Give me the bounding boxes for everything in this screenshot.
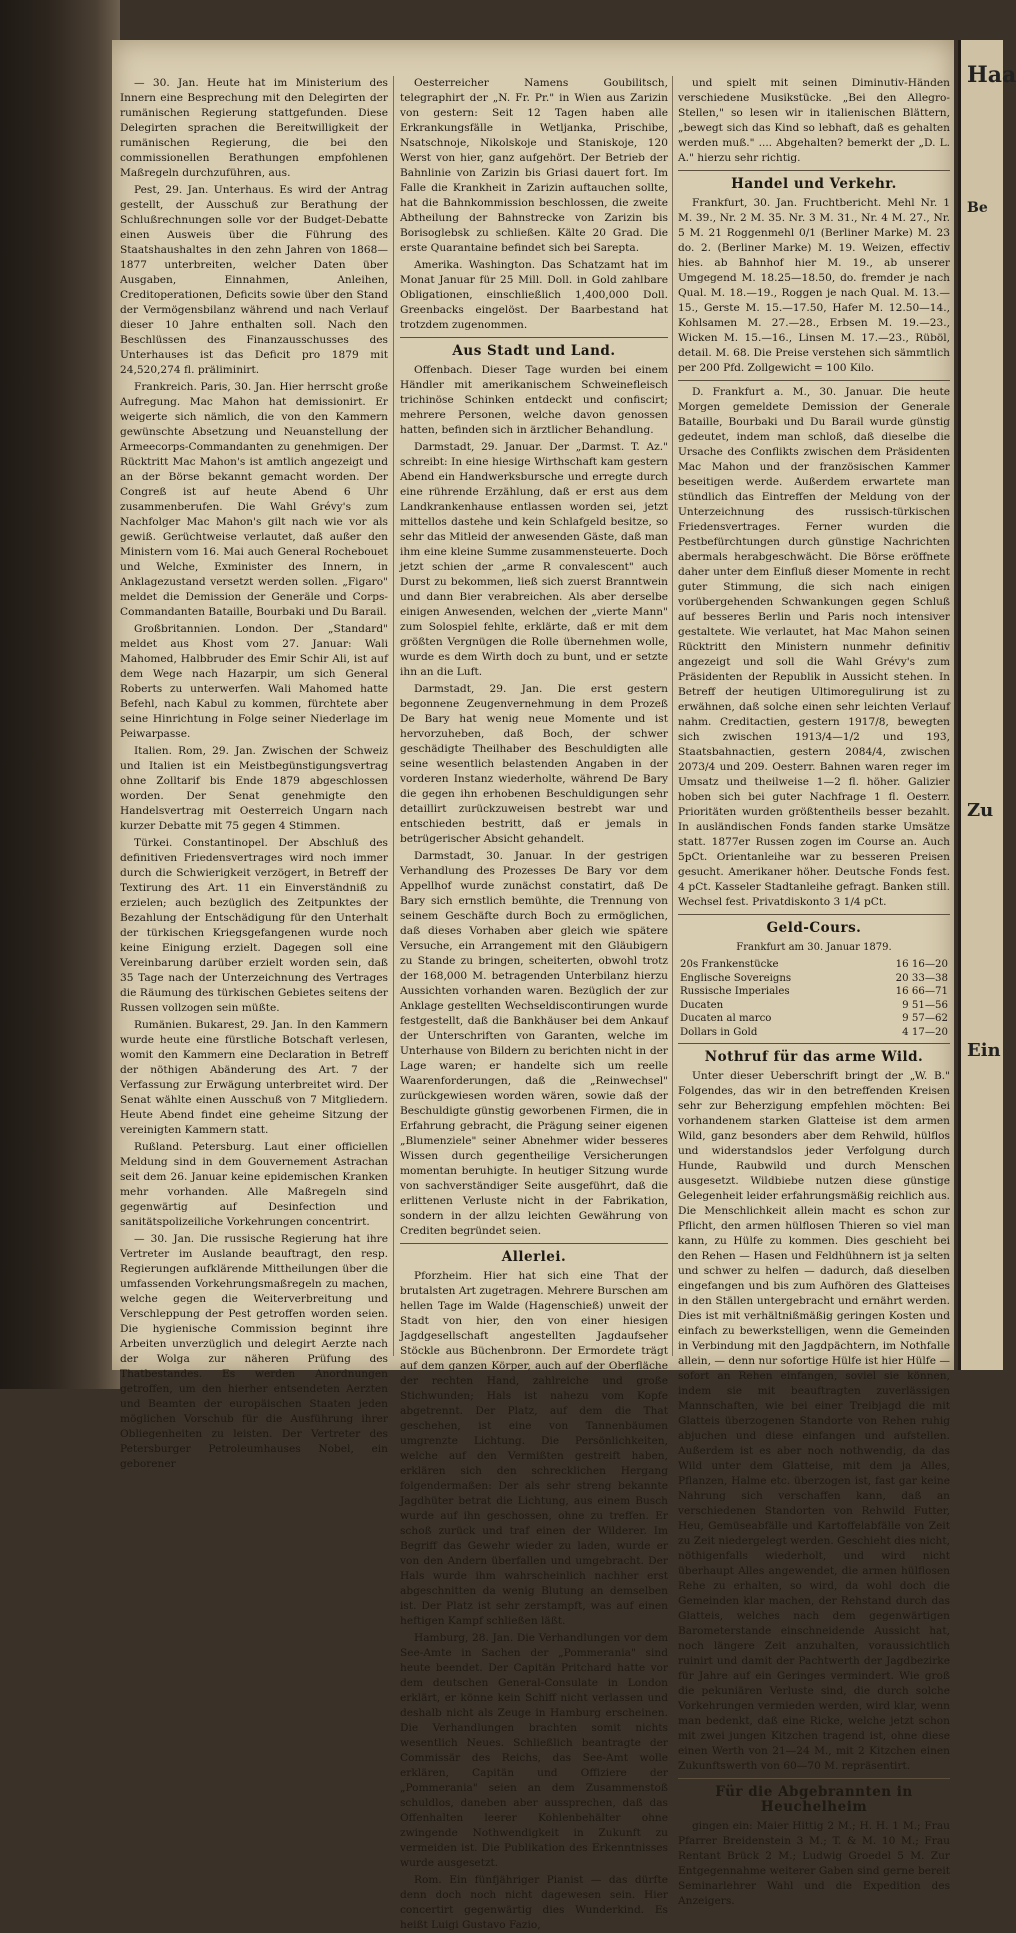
newspaper-page (112, 40, 954, 1931)
rate-row (678, 972, 950, 986)
article-text: — 30. Jan. Die russische Regierung hat ihre Vertreter im Auslande beauftragt, den resp. Regierungen aufklärende Mittheilungen über die umfassenden Vorkehrungsmaßregeln zu machen, welche gegen die Weiterverbreitung und Verschleppung der Pest getroffen worden seien. Die hygienische Commission beginnt ihre Arbeiten unverzüglich und delegirt Aerzte nach der Wolga zur näheren Prüfung des Thatbestandes. Es werden Anordnungen getroffen, um den hierher entsendeten Aerzten und Beamten der europäischen Staaten jeden möglichen Vorschub für die Ausführung ihrer Obliegenheiten zu leisten. Der Vertreter des Petersburger Petroleumhauses Nobel, ein geborener (120, 1233, 388, 1470)
rate-name: Dollars in Gold (680, 1026, 758, 1038)
rate-value: 9 51—56 (902, 999, 948, 1011)
rate-row (678, 985, 950, 999)
section-divider (678, 380, 950, 381)
section-heading: Geld-Cours. (766, 920, 862, 936)
article-text: Frankreich. Paris, 30. Jan. Hier herrscht große Aufregung. Mac Mahon hat demissionirt. Er weigerte sich nämlich, die von den Kammern gewünschte Absetzung und Neuanstellung der Armeecorps-Commandanten zu genehmigen. Der Rücktritt Mac Mahon's ist amtlich angezeigt und an der Börse bekannt gemacht worden. Der Congreß ist auf heute Abend 6 Uhr zusammenberufen. Die Wahl Grévy's zum Nachfolger Mac Mahon's gilt nach wie vor als gewiß. Gerüchtweise verlautet, daß außer den Ministern vom 16. Mai auch General Rochebouet und Welche, Exminister des Innern, in Anklagezustand versetzt werden sollen. „Figaro" meldet die Demission der Generäle und Corps-Commandanten Bataille, Bourbaki und Du Barail. (120, 381, 388, 618)
rate-row (678, 958, 950, 972)
article-text: und spielt mit seinen Diminutiv-Händen verschiedene Musikstücke. „Bei den Allegro-Stellen," so lesen wir in italienischen Blättern, „bewegt sich das Kind so lebhaft, daß es gehalten werden muß." .... Abgehalten? bemerkt der „D. L. A." hierzu sehr richtig. (678, 77, 950, 164)
rate-name: Russische Imperiales (680, 986, 790, 997)
article-text: Pforzheim. Hier hat sich eine That der brutalsten Art zugetragen. Mehrere Burschen am hellen Tage im Walde (Hagenschieß) unweit der Stadt von hier, den von einer hiesigen Jagdgesellschaft angestellten Jagdaufseher Stöckle aus Büchenbronn. Der Ermordete trägt auf dem ganzen Körper, auch auf der Oberfläche der rechten Hand, zahlreiche und große Stichwunden; Hals ist nahezu vom Kopfe abgetrennt. Der Platz, auf dem die That geschehen, ist eine von Tannenbäumen umgrenzte Lichtung. Die Persönlichkeiten, welche auf den Vermißten gestreift haben, erklären sich den schrecklichen Hergang folgendermaßen: Der als sehr streng bekannte Jagdhüter betrat die Lichtung, aus einem Busch wurde auf ihn geschossen, ohne zu treffen. Er schoß zurück und traf einen der Wilderer. Im Begriff das Gewehr wieder zu laden, wurde er von den Andern überfallen und umgebracht. Der Hals wurde ihm wahrscheinlich nachher erst abgeschnitten da wenig Blutung an demselben ist. Der Platz ist sehr zerstampft, was auf einen heftigen Kampf schließen läßt. (400, 1270, 668, 1627)
section-divider (400, 1243, 668, 1244)
column-3 (678, 76, 950, 1907)
article-text: Rußland. Petersburg. Laut einer officiellen Meldung sind in dem Gouvernement Astrachan seit dem 26. Januar keine epidemischen Kranken mehr vorhanden. Alle Maßregeln sind gegenwärtig auf Desinfection und sanitätspolizeiliche Vorkehrungen concentrirt. (120, 1141, 388, 1228)
column-rule (672, 76, 673, 1356)
article-text: Darmstadt, 29. Januar. Der „Darmst. T. Az." schreibt: In eine hiesige Wirthschaft kam gestern Abend ein Handwerksbursche und erregte durch eine rührende Erzählung, daß er erst aus dem Landkrankenhause entlassen worden sei, jetzt mittellos dastehe und kein Schlafgeld besitze, so sehr das Mitleid der anwesenden Gäste, daß man ihm eine kleine Summe zusammensteuerte. Doch jetzt schien der „arme R convalescent" auch Durst zu bekommen, ließ sich zuerst Branntwein und dann Bier verabreichen. Als aber derselbe einigen Anwesenden, welchen der „vierte Mann" zum Solospiel fehlte, erklärte, daß er mit dem größten Vergnügen die Rolle übernehmen wolle, wurde es dem Wirth doch zu bunt, und er setzte ihn an die Luft. (400, 441, 668, 678)
article-text: Großbritannien. London. Der „Standard" meldet aus Khost vom 27. Januar: Wali Mahomed, Halbbruder des Emir Schir Ali, ist auf dem Wege nach Hazarpir, um sich General Roberts zu unterwerfen. Wali Mahomed hatte Befehl, nach Kabul zu kommen, fürchtete aber seine Hinrichtung in Folge seiner Niederlage im Peiwarpasse. (120, 623, 388, 740)
adjacent-page-edge (958, 40, 1016, 1370)
rate-value: 4 17—20 (902, 1026, 948, 1038)
rate-name: Ducaten al marco (680, 1013, 772, 1024)
section-divider (400, 337, 668, 338)
article-text: Hamburg, 28. Jan. Die Verhandlungen vor dem See-Amte in Sachen der „Pommerania" sind heute beendet. Der Capitän Pritchard hatte vor dem deutschen General-Consulate in London erklärt, er könne kein Schiff nicht verlassen und deshalb nicht als Zeuge in Hamburg erscheinen. Die Verhandlungen brachten somit nichts wesentlich Neues. Schließlich beantragte der Commissär des Reichs, das See-Amt wolle erklären, Capitän und Offiziere der „Pommerania" seien an dem Zusammenstoß schuldlos, daneben aber aussprechen, daß das Offenhalten leerer Kohlenbehälter ohne zwingende Nothwendigkeit in Zukunft zu vermeiden ist. Die Publikation des Erkenntnisses wurde ausgesetzt. (400, 1632, 668, 1869)
column-1 (120, 76, 388, 1470)
section-divider (678, 1043, 950, 1044)
section-divider (678, 170, 950, 171)
rate-value: 9 57—62 (902, 1013, 948, 1024)
rate-row (678, 999, 950, 1013)
article-text: Pest, 29. Jan. Unterhaus. Es wird der Antrag gestellt, der Ausschuß zur Berathung der Schlußrechnungen solle vor der Budget-Debatte einen Ausweis über die Führung des Staatshaushaltes in den zehn Jahren von 1868—1877 unterbreiten, welcher Daten über Ausgaben, Einnahmen, Anleihen, Creditoperationen, Deficits sowie über den Stand der Vermögensbilanz während und nach Verlauf dieser 10 Jahre enthalten soll. Nach den Beschlüssen des Finanzausschusses des Unterhauses ist das Deficit pro 1879 mit 24,520,274 fl. präliminirt. (120, 184, 388, 376)
edge-text: Be (967, 200, 988, 216)
article-text: Unter dieser Ueberschrift bringt der „W. B." Folgendes, das wir in den betreffenden Kreisen sehr zur Beherzigung empfehlen möchten: Bei vorhandenem starken Glatteise ist dem armen Wild, ganz besonders aber dem Rehwild, hülflos und widerstandslos jeder Verfolgung durch Hunde, Raubwild und durch Menschen ausgesetzt. Wildbiebe nutzen diese günstige Gelegenheit leider erfahrungsmäßig reichlich aus. Die Menschlichkeit allein macht es schon zur Pflicht, den armen hülflosen Thieren so viel man kann, zu Hülfe zu kommen. Dies geschieht bei den Rehen — Hasen und Feldhühnern ist ja selten und schwer zu helfen — dadurch, daß dieselben eingefangen und bis zum Aufhören des Glatteises in den Ställen untergebracht und ernährt werden. Dies ist mit verhältnißmäßig geringen Kosten und einfach zu bewerkstelligen, wenn die Gemeinden in Verbindung mit den Jagdpächtern, im Nothfalle allein, — denn nur sofortige Hülfe ist hier Hülfe — sofort an Rehen einfangen, soviel sie können, indem sie mit beauftragten zuverlässigen Mannschaften, wie bei einer Treibjagd die mit Glatteis überzogenen Standorte von Rehen ruhig abjuchen und diese einfangen und aufstellen. Außerdem ist es aber noch nothwendig, da das Wild unter dem Glatteise, mit dem ja Alles, Pflanzen, Halme etc. überzogen ist, fast gar keine Nahrung sich verschaffen kann, daß an verschiedenen Standorten von Rehwild Futter, Heu, Gemüseabfälle und Kartoffelabfälle von Zeit zu Zeit niedergelegt werden. Geschieht dies nicht, nöthigenfalls wiederholt, und wird nicht überhaupt Alles angewendet, die armen hülflosen Rehe zu erhalten, so wird, da wohl doch die Gemeinden klar machen, der Rehstand durch das Glatteis, welches nach dem gegenwärtigen Barometerstande einschneidende Aussicht hat, noch längere Zeit anzuhalten, voraussichtlich ruinirt und damit der Pachtwerth der Jagdbezirke für Jahre auf ein Geringes vermindert. Wie groß die pekuniären Verluste sind, die durch solche Vorkehrungen vermieden werden, wird klar, wenn man bedenkt, daß eine Ricke, welche jetzt schon mit zwei jungen Kitzchen tragend ist, ohne diese einen Werth von 21—24 M., mit 2 Kitzchen einen Zukunftswerth von 60—70 M. repräsentirt. (678, 1070, 950, 1772)
section-heading: Allerlei. (501, 1249, 567, 1265)
article-text: Offenbach. Dieser Tage wurden bei einem Händler mit amerikanischem Schweinefleisch trichinöse Schinken entdeckt und confiscirt; mehrere Personen, welche davon genossen hatten, befinden sich in ärztlicher Behandlung. (400, 364, 668, 436)
article-text: Amerika. Washington. Das Schatzamt hat im Monat Januar für 25 Mill. Doll. in Gold zahlbare Obligationen, einschließlich 1,400,000 Doll. Greenbacks eingelöst. Der Baarbestand hat trotzdem zugenommen. (400, 259, 668, 331)
rate-name: Ducaten (680, 999, 724, 1011)
article-text: Frankfurt, 30. Jan. Fruchtbericht. Mehl Nr. 1 M. 39., Nr. 2 M. 35. Nr. 3 M. 31., Nr. 4 M. 27., Nr. 5 M. 21 Roggenmehl 0/1 (Berliner Marke) M. 23 do. 2. (Berliner Marke) M. 19. Weizen, effectiv hies. ab Bahnhof hier M. 19., ab unserer Umgegend M. 18.25—18.50, do. fremder je nach Qual. M. 18.—19., Roggen je nach Qual. M. 13.—15., Gerste M. 15.—17.50, Hafer M. 12.50—14., Kohlsamen M. 27.—28., Erbsen M. 19.—23., Wicken M. 15.—16., Linsen M. 17.—23., Rüböl, detail. M. 68. Die Preise verstehen sich sämmtlich per 200 Pfd. Zollgewicht = 100 Kilo. (678, 197, 950, 374)
book-spine (0, 0, 120, 1389)
rate-row (678, 1026, 950, 1040)
article-text: — 30. Jan. Heute hat im Ministerium des Innern eine Besprechung mit den Delegirten der rumänischen Regierung stattgefunden. Diese Delegirten sprachen die Bereitwilligkeit der rumänischen Regierung, die bei den commissionellen Berathungen empfohlenen Maßregeln durchzuführen, aus. (120, 77, 388, 179)
section-divider (678, 1778, 950, 1779)
section-divider (678, 914, 950, 915)
edge-text: Ein (967, 1040, 1001, 1061)
column-2 (400, 76, 668, 1931)
edge-text: Haa (967, 62, 1016, 88)
article-text: Italien. Rom, 29. Jan. Zwischen der Schweiz und Italien ist ein Meistbegünstigungsvertrag ohne Zolltarif bis Ende 1879 abgeschlossen worden. Der Senat genehmigte den Handelsvertrag mit Oesterreich Ungarn nach kurzer Debatte mit 75 gegen 4 Stimmen. (120, 745, 388, 832)
rate-name: Englische Sovereigns (680, 972, 792, 984)
rate-value: 16 16—20 (895, 959, 948, 970)
section-heading: Nothruf für das arme Wild. (704, 1049, 924, 1065)
rates-subtitle: Frankfurt am 30. Januar 1879. (736, 942, 892, 953)
rate-name: 20s Frankenstücke (680, 959, 779, 970)
article-text: Rumänien. Bukarest, 29. Jan. In den Kammern wurde heute eine fürstliche Botschaft verlesen, womit den Kammern eine Declaration in Betreff der nöthigen Abänderung des Art. 7 der Verfassung zur Erwägung unterbreitet wird. Der Senat wählte einen Ausschuß von 7 Mitgliedern. Heute Abend findet eine geheime Sitzung der vereinigten Kammern statt. (120, 1019, 388, 1136)
edge-text: Zu (967, 800, 994, 821)
column-rule (393, 76, 394, 1356)
article-text: Rom. Ein fünfjähriger Pianist — das dürfte denn doch noch nicht dagewesen sein. Hier concertirt gegenwärtig dies Wunderkind. Es heißt Luigi Gustavo Fazio, (400, 1874, 668, 1931)
rates-table (678, 958, 950, 1039)
article-text: gingen ein: Maier Hittig 2 M.; H. H. 1 M.; Frau Pfarrer Breidenstein 3 M.; T. & M. 10 M.; Frau Rentant Brück 2 M.; Ludwig Groedel 5 M. Zur Entgegennahme weiterer Gaben sind gerne bereit Seminarlehrer Wahl und die Expedition des Anzeigers. (678, 1820, 950, 1907)
article-text: Darmstadt, 29. Jan. Die erst gestern begonnene Zeugenvernehmung in dem Prozeß De Bary hat wenig neue Momente und ist hervorzuheben, daß Boch, der schwer geschädigte Theilhaber des Beschuldigten alle seine wesentlich belastenden Angaben in der vorderen Instanz wiederholte, während De Bary die gegen ihn erhobenen Beschuldigungen sehr detaillirt zurückzuweisen bestrebt war und entschieden bestritt, daß er jemals in betrügerischer Absicht gehandelt. (400, 683, 668, 845)
rate-row (678, 1012, 950, 1026)
article-text: Türkei. Constantinopel. Der Abschluß des definitiven Friedensvertrages wird noch immer durch die Schwierigkeit verzögert, in Betreff der Textirung des Art. 11 ein Einverständniß zu erzielen; auch bezüglich des Zeitpunktes der Bezahlung der Entschädigung für den Unterhalt der türkischen Kriegsgefangenen wurde noch keine Einigung erzielt. Dagegen soll eine Vereinbarung darüber erzielt worden sein, daß 35 Tage nach der Unterzeichnung des Vertrages die Räumung des türkischen Gebietes seitens der Russen vollzogen sein müßte. (120, 837, 388, 1014)
section-heading: Handel und Verkehr. (731, 176, 897, 192)
article-text: D. Frankfurt a. M., 30. Januar. Die heute Morgen gemeldete Demission der Generale Bataille, Bourbaki und Du Barail wurde günstig gedeutet, indem man schloß, daß dieselbe die Ursache des Conflikts zwischen dem Präsidenten Mac Mahon und der französischen Kammer beseitigen werde. Außerdem erwartete man stündlich das Eintreffen der Meldung von der Unterzeichnung des russisch-türkischen Friedensvertrages. Ferner wurden die Pestbefürchtungen durch günstige Nachrichten abermals herabgeschwächt. Die Börse eröffnete daher unter dem Einfluß dieser Momente in recht guter Stimmung, die sich nach einigen vorübergehenden Schwankungen gegen Schluß auf besseres Berlin und Paris noch intensiver gestaltete. Wie verlautet, hat Mac Mahon seinen Rücktritt den Ministern nunmehr definitiv angezeigt und soll die Wahl Grévy's zum Präsidenten der Republik in Aussicht stehen. In Betreff der heutigen Ultimoregulirung ist zu erwähnen, daß solche einen sehr leichten Verlauf nahm. Creditactien, gestern 1917/8, bewegten sich zwischen 1913/4—1/2 und 193, Staatsbahnactien, gestern 2084/4, zwischen 2073/4 und 209. Oesterr. Bahnen waren reger im Umsatz und theilweise 1—2 fl. höher. Galizier hoben sich bei guter Nachfrage 1 fl. Oesterr. Prioritäten wurden größtentheils besser bezahlt. In ausländischen Fonds fanden starke Umsätze statt. 1877er Russen zogen im Course an. Auch 5pCt. Orientanleihe war zu besseren Preisen gesucht. Amerikaner höher. Deutsche Fonds fest. 4 pCt. Kasseler Stadtanleihe gefragt. Banken still. Wechsel fest. Privatdiskonto 3 1/4 pCt. (678, 386, 950, 908)
section-heading: Aus Stadt und Land. (452, 343, 616, 359)
section-heading: Für die Abgebrannten in Heuchelheim (715, 1784, 913, 1815)
rate-value: 16 66—71 (895, 986, 948, 997)
rate-value: 20 33—38 (895, 972, 948, 984)
article-text: Oesterreicher Namens Goubilitsch, telegraphirt der „N. Fr. Pr." in Wien aus Zarizin von gestern: Seit 12 Tagen haben alle Erkrankungsfälle in Wetljanka, Prischibe, Nsatschnoje, Nikolskoje und Staniskoje, 120 Werst von hier, ganz aufgehört. Der Betrieb der Bahnlinie von Zarizin bis Griasi dauert fort. Im Falle die Krankheit in Zarizin auftauchen sollte, hat die Bahnkommission beschlossen, die zweite Abtheilung der Bahnstrecke von Zarizin bis Borisoglebsk zu schließen. Kälte 20 Grad. Die erste Quarantaine befindet sich bei Sarepta. (400, 77, 668, 254)
article-text: Darmstadt, 30. Januar. In der gestrigen Verhandlung des Prozesses De Bary vor dem Appellhof wurde zunächst constatirt, daß De Bary sich ernstlich bemühte, die Trennung von seinem Geschäfte durch Boch zu ermöglichen, daß dieses Vorhaben aber gleich wie spätere Versuche, ein Arrangement mit den Gläubigern zu Stande zu bringen, scheiterten, obwohl trotz der 168,000 M. betragenden Unterbilanz hierzu Aussichten vorhanden waren. Bezüglich der zur Anklage gestellten Wechseldiscontirungen wurde festgestellt, daß die Bankhäuser bei dem Ankauf der Unterschriften von Garanten, welche im Unterhause von Bildern zu berichten nicht in der Lage waren; er handelte sich um reelle Waarenforderungen, daß die „Reinwechsel" zurückgewiesen worden wären, sowie daß der Beschuldigte günstig geworbenen Firmen, die in Erfahrung gebracht, die Prägung seiner eigenen „Blumenziele" seiner Abnehmer wider besseres Wissen durch gegentheilige Versicherungen momentan beruhigte. In heutiger Sitzung wurde von sachverständiger Seite ausgeführt, daß die erlittenen Verluste nicht in der Fabrikation, sondern in der allzu leichten Gewährung von Crediten begründet seien. (400, 850, 668, 1237)
